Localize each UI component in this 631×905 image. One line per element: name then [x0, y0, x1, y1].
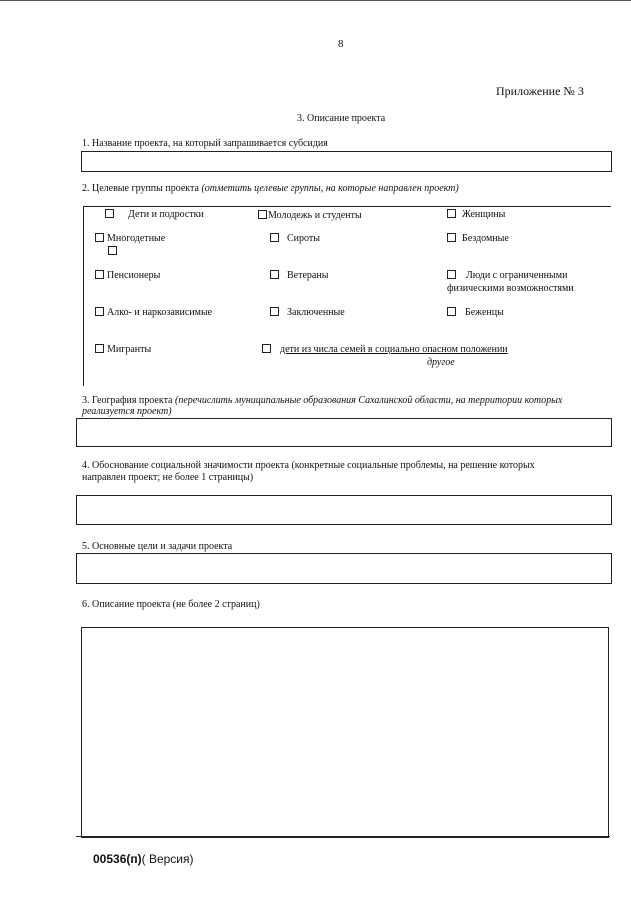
q3-hint: (перечислить муниципальные образования Сахалинской области, на территории которых [175, 395, 563, 406]
checkbox[interactable] [447, 307, 456, 316]
group-pensioners[interactable] [95, 270, 160, 281]
q2-hint: (отметить целевые группы, на которые направлен проект) [201, 183, 459, 194]
group-label: Ветераны [287, 270, 329, 281]
q1-project-name-field[interactable] [81, 151, 612, 172]
group-label: Заключенные [287, 307, 345, 318]
group-youth[interactable] [258, 210, 362, 221]
group-refugees[interactable] [447, 307, 504, 318]
group-prisoners[interactable] [270, 307, 345, 318]
group-veterans[interactable] [270, 270, 328, 281]
checkbox[interactable] [447, 209, 456, 218]
checkbox[interactable] [95, 233, 104, 242]
group-other-caption: другое [427, 357, 455, 368]
checkbox[interactable] [447, 233, 456, 242]
q4-label-line1: 4. Обоснование социальной значимости проекта (конкретные социальные проблемы, на решение которых [82, 460, 535, 471]
group-label: Женщины [462, 209, 506, 220]
q2-label-text: 2. Целевые группы проекта [82, 183, 199, 194]
group-label: Бездомные [462, 233, 509, 244]
checkbox[interactable] [95, 270, 104, 279]
group-label: Алко- и наркозависимые [107, 307, 213, 318]
checkbox[interactable] [262, 344, 271, 353]
checkbox[interactable] [108, 246, 117, 255]
group-disabled-line2: физическими возможностями [447, 283, 574, 294]
group-label: дети из числа семей в социально опасном положении [280, 344, 508, 355]
section-title: 3. Описание проекта [297, 113, 386, 124]
q3-hint-line2: реализуется проект) [82, 406, 172, 417]
footer-code: 00536(п) [93, 852, 142, 866]
checkbox[interactable] [105, 209, 114, 218]
group-migrants[interactable] [95, 344, 151, 355]
group-label: Беженцы [465, 307, 504, 318]
q3-label [82, 395, 562, 406]
page-number: 8 [338, 38, 344, 50]
checkbox[interactable] [95, 307, 104, 316]
group-label: Дети и подростки [128, 209, 204, 220]
q6-description-field[interactable] [81, 627, 609, 838]
q2-table-top-border [83, 206, 611, 207]
q1-label: 1. Название проекта, на который запрашивается субсидия [82, 138, 328, 149]
q4-label-line2: направлен проект; не более 1 страницы) [82, 472, 254, 483]
footer-version [93, 852, 194, 866]
checkbox[interactable] [270, 233, 279, 242]
group-label: Молодежь и студенты [268, 210, 362, 221]
group-label: Люди с ограниченными [466, 270, 568, 281]
checkbox[interactable] [447, 270, 456, 279]
q5-label: 5. Основные цели и задачи проекта [82, 541, 233, 552]
group-label: Пенсионеры [107, 270, 161, 281]
footer-version-text: ( Версия) [141, 852, 194, 866]
q5-goals-field[interactable] [76, 553, 612, 584]
group-large-families[interactable] [95, 233, 165, 244]
q3-label-text: 3. География проекта [82, 395, 173, 406]
group-orphans[interactable] [270, 233, 320, 244]
q3-geography-field[interactable] [76, 418, 612, 447]
group-children[interactable] [105, 209, 204, 220]
top-edge-line [0, 0, 631, 1]
group-women[interactable] [447, 209, 505, 220]
extra-checkbox[interactable] [108, 246, 123, 257]
checkbox[interactable] [95, 344, 104, 353]
appendix-title: Приложение № 3 [496, 84, 584, 98]
group-at-risk-children[interactable] [262, 344, 508, 355]
group-disabled[interactable] [447, 270, 567, 281]
q4-significance-field[interactable] [76, 495, 612, 525]
checkbox[interactable] [270, 270, 279, 279]
checkbox[interactable] [258, 210, 267, 219]
group-label: Многодетные [107, 233, 166, 244]
group-label: Мигранты [107, 344, 152, 355]
group-addicts[interactable] [95, 307, 212, 318]
group-label: Сироты [287, 233, 320, 244]
checkbox[interactable] [270, 307, 279, 316]
q2-label [82, 183, 459, 194]
q6-label: 6. Описание проекта (не более 2 страниц) [82, 599, 260, 610]
bottom-rule [76, 836, 610, 837]
group-homeless[interactable] [447, 233, 509, 244]
q2-table-left-border [83, 206, 84, 386]
